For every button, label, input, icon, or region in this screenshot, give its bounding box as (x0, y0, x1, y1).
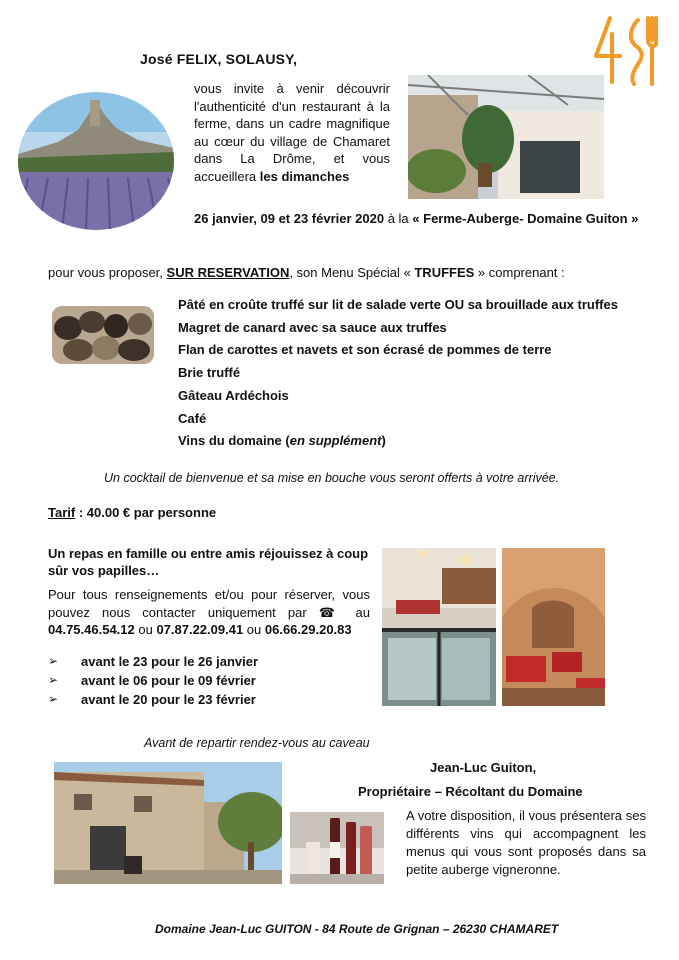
intro-line: ferme, dans un cadre magnifique (194, 116, 390, 131)
dates-bold: 26 janvier, 09 et 23 février 2020 (194, 211, 385, 226)
wine-text (406, 807, 646, 879)
farm-terrace-photo (408, 75, 604, 199)
phone-3: 06.66.29.20.83 (264, 622, 352, 637)
truffles-photo (52, 306, 154, 364)
contact-phones (48, 621, 370, 639)
wine-note: en supplément (289, 433, 382, 449)
menu-item: Pâté en croûte truffé sur lit de salade verte OU sa brouillade aux truffes (178, 297, 618, 312)
intro-line: l'authenticité d'un restaurant à la (194, 98, 390, 114)
menu-item: Magret de canard avec sa sauce aux truffes (178, 319, 447, 335)
venue-name: « Ferme-Auberge- Domaine Guiton » (412, 211, 639, 226)
wine-line: différents vins qui accompagnent les (406, 826, 646, 841)
tarif (48, 505, 216, 520)
dining-room-photo (382, 548, 496, 706)
tarif-value: : 40.00 € par personne (75, 505, 217, 520)
family-text: Un repas en famille ou entre amis réjouissez à coup sûr vos papilles… (48, 546, 369, 578)
reservation-label: SUR RESERVATION (166, 265, 290, 280)
phone-or: ou (243, 622, 265, 637)
deadline-item (48, 652, 258, 671)
menu-item: Flan de carottes et navets et son écrasé de pommes de terre (178, 342, 552, 358)
wine-line: menus qui vous sont proposés dans sa (406, 844, 646, 859)
deadline-item (48, 690, 258, 709)
village-photo (18, 92, 174, 230)
deadline-list (48, 652, 258, 709)
contact-line: Pour tous renseignements et/ou pour réserver, vous (48, 587, 370, 602)
menu-item-wine: Vins du domaine (en supplément) (178, 433, 386, 449)
intro-text (194, 80, 390, 185)
intro-line-last (194, 168, 390, 186)
propose-suffix: » comprenant : (474, 265, 565, 280)
truffes-label: TRUFFES (414, 265, 475, 280)
phone-1: 04.75.46.54.12 (48, 622, 135, 637)
cocktail-note: Un cocktail de bienvenue et sa mise en bouche vous seront offerts à votre arrivée. (104, 471, 560, 485)
menu-list (178, 294, 618, 453)
wine-line: petite auberge vigneronne. (406, 862, 561, 877)
menu-item: Gâteau Ardéchois (178, 387, 289, 403)
deadline-text: avant le 06 pour le 09 février (81, 673, 256, 688)
vaulted-cellar-photo (502, 548, 605, 706)
wine-bottles-photo (290, 812, 384, 884)
menu-intro (48, 265, 565, 280)
tarif-label: Tarif (48, 505, 76, 520)
contact-line: pouvez nous contacter uniquement par ☎ au (48, 604, 370, 620)
propose-prefix: pour vous proposer, (48, 265, 167, 280)
menu-item: Brie truffé (178, 365, 241, 381)
arrow-icon: ➢ (48, 654, 59, 668)
dates-connector: à la (384, 211, 413, 226)
wine-label: Vins du domaine (178, 433, 282, 449)
caveau-note: Avant de repartir rendez-vous au caveau (144, 736, 370, 750)
deadline-item (48, 671, 258, 690)
page-heading: José FELIX, SOLAUSY, (140, 51, 298, 67)
domain-building-photo (54, 762, 282, 884)
wine-line: A votre disposition, il vous présentera ses (406, 808, 646, 823)
phone-or: ou (134, 622, 157, 637)
intro-line: au cœur du village de Chamaret (194, 133, 390, 149)
owner-name: Jean-Luc Guiton, (430, 760, 537, 775)
propose-middle: , son Menu Spécial « (289, 265, 415, 280)
intro-sundays: les dimanches (259, 168, 350, 184)
arrow-icon: ➢ (48, 692, 59, 706)
footer-address: Domaine Jean-Luc GUITON - 84 Route de Grignan – 26230 CHAMARET (155, 922, 559, 936)
deadline-text: avant le 20 pour le 23 février (81, 692, 256, 707)
deadline-text: avant le 23 pour le 26 janvier (81, 654, 259, 669)
menu-item: Café (178, 410, 207, 426)
arrow-icon: ➢ (48, 673, 59, 687)
owner-title: Propriétaire – Récoltant du Domaine (358, 784, 583, 799)
phone-2: 07.87.22.09.41 (156, 622, 244, 637)
intro-line: vous invite à venir découvrir (194, 81, 390, 96)
intro-accueillera: accueillera (194, 168, 257, 184)
event-dates (194, 211, 638, 226)
intro-line: dans La Drôme, et vous (194, 151, 390, 166)
contact-text (48, 586, 370, 639)
